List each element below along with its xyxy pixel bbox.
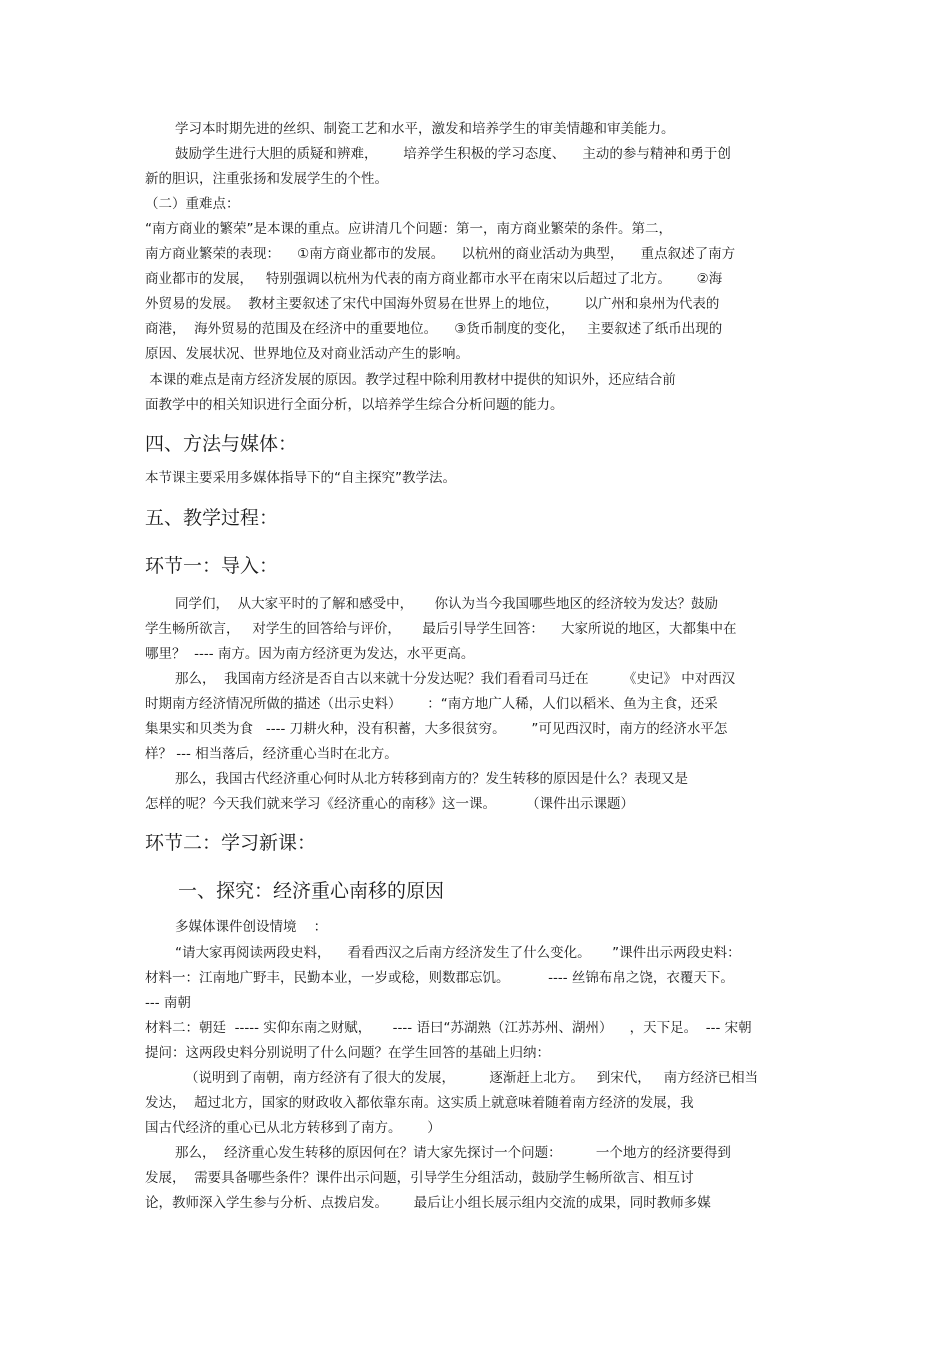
section-heading: 四、方法与媒体： <box>145 433 298 455</box>
text-line: 哪里？ ---- 南方。因为南方经济更为发达，水平更高。 <box>145 646 475 662</box>
text-line: 本课的难点是南方经济发展的原因。教学过程中除利用教材中提供的知识外，还应结合前 <box>145 372 676 388</box>
text-line: 集果实和贝类为食 ---- 刀耕火种，没有积蓄，大多很贫穷。 ”可见西汉时，南方的经济水平怎 <box>145 721 728 737</box>
text-line: 商港， 海外贸易的范围及在经济中的重要地位。 ③货币制度的变化， 主要叙述了纸币出现的 <box>145 321 723 337</box>
text-line: 本节课主要采用多媒体指导下的“自主探究”教学法。 <box>145 470 456 486</box>
text-line: “南方商业的繁荣”是本课的重点。应讲清几个问题：第一，南方商业繁荣的条件。第二， <box>145 221 672 237</box>
text-line: 材料二：朝廷 ----- 实仰东南之财赋， ---- 语曰“苏湖熟（江苏苏州、湖州） ，天下足。 --- 宋朝 <box>145 1020 752 1036</box>
text-line: 同学们， 从大家平时的了解和感受中， 你认为当今我国哪些地区的经济较为发达？鼓励 <box>175 596 719 612</box>
text-line: 鼓励学生进行大胆的质疑和辨难， 培养学生积极的学习态度、 主动的参与精神和勇于创 <box>175 146 731 162</box>
text-line: 学生畅所欲言， 对学生的回答给与评价， 最后引导学生回答： 大家所说的地区，大都集中在 <box>145 621 737 637</box>
text-line: 学习本时期先进的丝织、制瓷工艺和水平，激发和培养学生的审美情趣和审美能力。 <box>175 121 675 137</box>
section-heading: 环节二：学习新课： <box>145 832 317 854</box>
text-line: （说明到了南朝，南方经济有了很大的发展， 逐渐赶上北方。 到宋代， 南方经济已相当 <box>185 1070 759 1086</box>
text-line: 原因、发展状况、世界地位及对商业活动产生的影响。 <box>145 346 469 362</box>
text-line: 时期南方经济情况所做的描述（出示史料） ：“南方地广人稀，人们以稻米、鱼为主食，还采 <box>145 696 718 712</box>
text-line: 那么，我国古代经济重心何时从北方转移到南方的？发生转移的原因是什么？表现又是 <box>175 771 688 787</box>
text-line: 提问：这两段史料分别说明了什么问题？在学生回答的基础上归纳： <box>145 1045 550 1061</box>
section-heading: 五、教学过程： <box>145 507 279 529</box>
section-heading: 一、探究：经济重心南移的原因 <box>178 880 445 902</box>
text-line: 国古代经济的重心已从北方转移到了南方。 ） <box>145 1120 441 1136</box>
text-line: 那么， 我国南方经济是否自古以来就十分发达呢？我们看看司马迁在 《史记》 中对西汉 <box>175 671 736 687</box>
text-line: 那么， 经济重心发生转移的原因何在？请大家先探讨一个问题： 一个地方的经济要得到 <box>175 1145 731 1161</box>
text-line: 面教学中的相关知识进行全面分析，以培养学生综合分析问题的能力。 <box>145 397 564 413</box>
text-line: 商业都市的发展， 特别强调以杭州为代表的南方商业都市水平在南宋以后超过了北方。 ②海 <box>145 271 723 287</box>
text-line: 外贸易的发展。 教材主要叙述了宋代中国海外贸易在世界上的地位， 以广州和泉州为代表的 <box>145 296 720 312</box>
text-line: 多媒体课件创设情境 ： <box>175 919 328 935</box>
text-line: 论，教师深入学生参与分析、点拨启发。 最后让小组长展示组内交流的成果，同时教师多媒 <box>145 1195 711 1211</box>
text-line: 样？ --- 相当落后，经济重心当时在北方。 <box>145 746 398 762</box>
text-line: 怎样的呢？今天我们就来学习《经济重心的南移》这一课。 （课件出示课题） <box>145 796 635 812</box>
text-line: 新的胆识，注重张扬和发展学生的个性。 <box>145 171 388 187</box>
text-line: 南方商业繁荣的表现： ①南方商业都市的发展。 以杭州的商业活动为典型， 重点叙述了南方 <box>145 246 736 262</box>
text-line: 材料一：江南地广野丰，民勤本业，一岁或稔，则数郡忘饥。 ---- 丝锦布帛之饶，衣覆天下。 <box>145 970 734 986</box>
text-line: 发达， 超过北方，国家的财政收入都依靠东南。这实质上就意味着随着南方经济的发展，我 <box>145 1095 694 1111</box>
text-line: --- 南朝 <box>145 995 191 1011</box>
text-line: （二）重难点： <box>145 196 240 212</box>
section-heading: 环节一：导入： <box>145 555 279 577</box>
text-line: 发展， 需要具备哪些条件？课件出示问题，引导学生分组活动，鼓励学生畅所欲言、相互讨 <box>145 1170 694 1186</box>
text-line: “请大家再阅读两段史料， 看看西汉之后南方经济发生了什么变化。 ”课件出示两段史料： <box>175 945 741 961</box>
